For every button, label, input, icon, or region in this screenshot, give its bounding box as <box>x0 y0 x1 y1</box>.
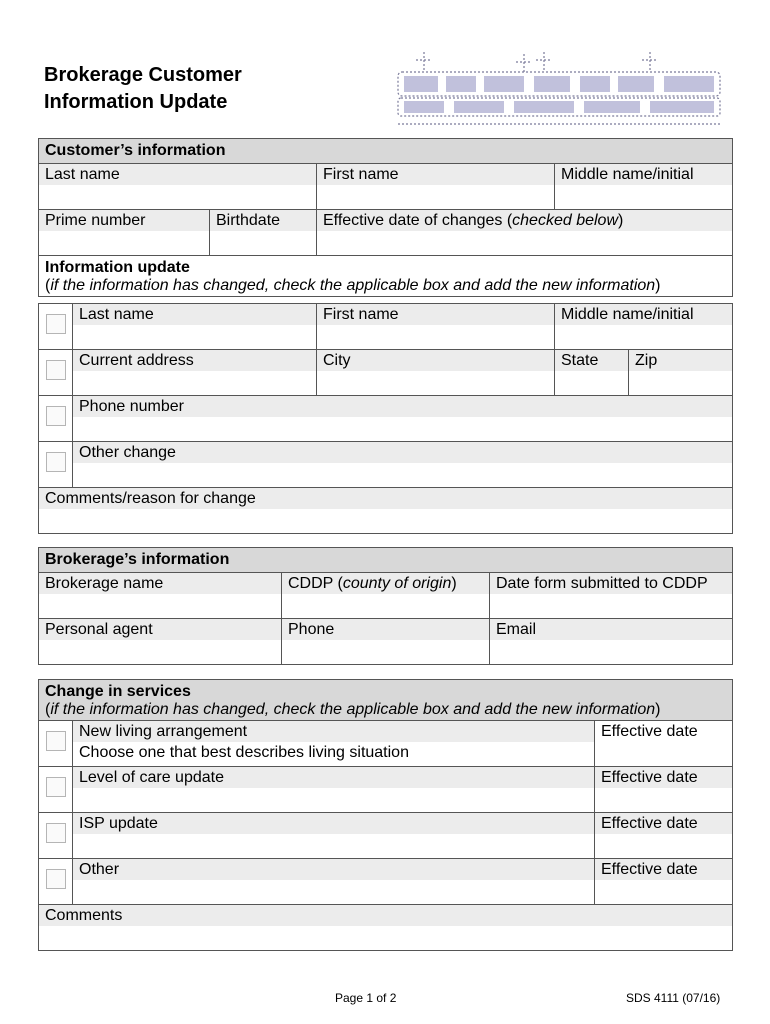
agent-email-field[interactable] <box>490 640 732 664</box>
customer-last-name-field[interactable] <box>39 185 316 209</box>
new-middle-field[interactable] <box>555 325 732 349</box>
effective-date-field[interactable] <box>317 231 732 255</box>
zip-label: Zip <box>629 350 732 371</box>
form-title-line1: Brokerage Customer <box>44 64 242 86</box>
other-service-label: Other <box>73 859 594 880</box>
city-label: City <box>317 350 554 371</box>
phone-number-label: Phone number <box>73 396 732 417</box>
agent-phone-label: Phone <box>282 619 489 640</box>
level-of-care-label: Level of care update <box>73 767 594 788</box>
zip-field[interactable] <box>629 371 732 395</box>
isp-update-checkbox[interactable] <box>46 823 66 843</box>
customer-middle-label: Middle name/initial <box>555 164 732 185</box>
customer-last-name-label: Last name <box>39 164 316 185</box>
level-effective-date-field[interactable] <box>595 788 732 812</box>
name-change-checkbox[interactable] <box>46 314 66 334</box>
date-submitted-label: Date form submitted to CDDP <box>490 573 732 594</box>
personal-agent-field[interactable] <box>39 640 281 664</box>
info-update-section <box>38 303 733 534</box>
new-last-name-label: Last name <box>73 304 316 325</box>
living-effective-date-label: Effective date <box>595 721 732 742</box>
date-submitted-field[interactable] <box>490 594 732 618</box>
comments-reason-field[interactable] <box>39 509 732 533</box>
other-service-checkbox[interactable] <box>46 869 66 889</box>
other-change-checkbox[interactable] <box>46 452 66 472</box>
form-title-line2: Information Update <box>44 91 228 113</box>
isp-effective-date-label: Effective date <box>595 813 732 834</box>
brokerage-name-field[interactable] <box>39 594 281 618</box>
isp-update-field[interactable] <box>73 834 594 858</box>
customer-middle-field[interactable] <box>555 185 732 209</box>
living-arrangement-label: New living arrangement <box>73 721 594 742</box>
agent-email-label: Email <box>490 619 732 640</box>
customer-first-name-label: First name <box>317 164 554 185</box>
birthdate-label: Birthdate <box>210 210 316 231</box>
services-comments-label: Comments <box>39 905 732 926</box>
brokerage-info-header: Brokerage’s information <box>39 548 733 573</box>
new-last-name-field[interactable] <box>73 325 316 349</box>
other-change-field[interactable] <box>73 463 732 487</box>
phone-change-checkbox[interactable] <box>46 406 66 426</box>
services-comments-field[interactable] <box>39 926 732 950</box>
services-header: Change in services (if the information has changed, check the applicable box and add the new information) <box>39 680 733 721</box>
living-effective-date-field[interactable] <box>595 742 732 766</box>
other-service-field[interactable] <box>73 880 594 904</box>
form-title <box>44 62 242 116</box>
living-situation-dropdown[interactable]: Choose one that best describes living situation <box>73 742 594 765</box>
brokerage-name-label: Brokerage name <box>39 573 281 594</box>
other-effective-date-label: Effective date <box>595 859 732 880</box>
info-update-header: Information update (if the information has changed, check the applicable box and add the new information) <box>39 256 733 297</box>
brokerage-info-section <box>38 547 733 665</box>
isp-effective-date-field[interactable] <box>595 834 732 858</box>
level-of-care-field[interactable] <box>73 788 594 812</box>
other-change-label: Other change <box>73 442 732 463</box>
customer-first-name-field[interactable] <box>317 185 554 209</box>
customer-info-header: Customer’s information <box>39 139 733 164</box>
personal-agent-label: Personal agent <box>39 619 281 640</box>
birthdate-field[interactable] <box>210 231 316 255</box>
page-number: Page 1 of 2 <box>335 991 397 1005</box>
isp-update-label: ISP update <box>73 813 594 834</box>
cddp-label: CDDP (county of origin) <box>282 573 489 594</box>
change-in-services-section <box>38 679 733 951</box>
agency-logo <box>394 48 728 130</box>
new-first-name-label: First name <box>317 304 554 325</box>
new-middle-label: Middle name/initial <box>555 304 732 325</box>
comments-reason-label: Comments/reason for change <box>39 488 732 509</box>
level-effective-date-label: Effective date <box>595 767 732 788</box>
current-address-field[interactable] <box>73 371 316 395</box>
state-field[interactable] <box>555 371 628 395</box>
state-label: State <box>555 350 628 371</box>
cddp-field[interactable] <box>282 594 489 618</box>
other-effective-date-field[interactable] <box>595 880 732 904</box>
city-field[interactable] <box>317 371 554 395</box>
customer-info-section <box>38 138 733 297</box>
new-first-name-field[interactable] <box>317 325 554 349</box>
prime-number-label: Prime number <box>39 210 209 231</box>
address-change-checkbox[interactable] <box>46 360 66 380</box>
living-arrangement-checkbox[interactable] <box>46 731 66 751</box>
effective-date-label: Effective date of changes (checked below) <box>317 210 732 231</box>
agent-phone-field[interactable] <box>282 640 489 664</box>
level-of-care-checkbox[interactable] <box>46 777 66 797</box>
phone-number-field[interactable] <box>73 417 732 441</box>
current-address-label: Current address <box>73 350 316 371</box>
prime-number-field[interactable] <box>39 231 209 255</box>
form-code: SDS 4111 (07/16) <box>626 991 721 1005</box>
